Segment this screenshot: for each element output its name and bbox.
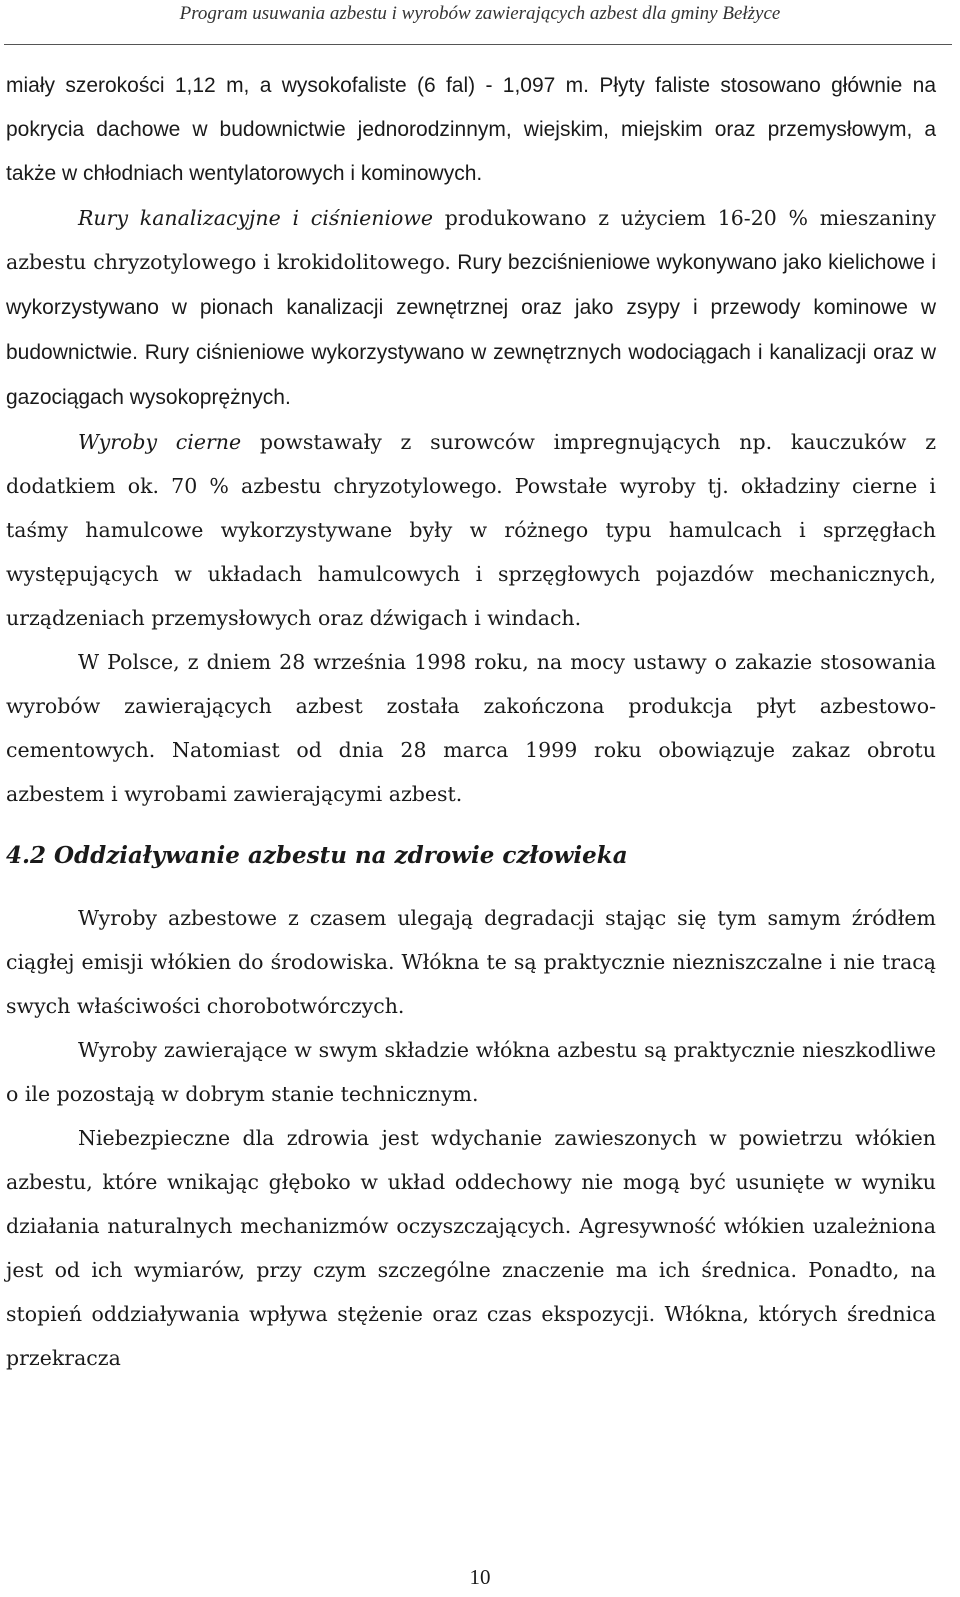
section-heading: 4.2 Oddziaływanie azbestu na zdrowie człowieka [6,842,628,869]
header-divider [4,44,952,45]
running-header: Program usuwania azbestu i wyrobów zawierających azbest dla gminy Bełżyce [179,3,781,24]
term-pipes: Rury kanalizacyjne i ciśnieniowe [78,206,434,230]
paragraph-inhalation-danger: Niebezpieczne dla zdrowia jest wdychanie zawieszonych w powietrzu włókien azbestu, które wnikając głęboko w układ oddechowy nie mogą być usunięte w wyniku działania naturalnych mechanizmów oczyszczających. Agresywność włókien uzależniona jest od ich wymiarów, przy czym szczególne znaczenie ma ich średnica. Ponadto, na stopień oddziaływania wpływa stężenie oraz czas ekspozycji. Włókna, których średnica przekracza [6,1126,936,1370]
pipes-text-a: produkowano z użyciem 16-20 % mieszaniny azbestu chryzotylowego i krokidolitowego. [6,206,936,274]
paragraph-friction-products [6,420,936,640]
paragraph-corrugated-sheets: miały szerokości 1,12 m, a wysokofaliste (6 fal) - 1,097 m. Płyty faliste stosowano głównie na pokrycia dachowe w budownictwie jednorodzinnym, wiejskim, miejskim oraz przemysłowym, a także w chłodniach wentylatorowych i kominowych. [6,74,936,185]
pipes-text-b: Rury bezciśnieniowe wykonywano jako kielichowe i wykorzystywano w pionach kanalizacji zewnętrznej oraz jako zsypy i przewody kominowe w budownictwie. [6,251,936,364]
paragraph-degradation: Wyroby azbestowe z czasem ulegają degradacji stając się tym samym źródłem ciągłej emisji włókien do środowiska. Włókna te są praktycznie niezniszczalne i nie tracą swych właściwości chorobotwórczych. [6,906,936,1018]
paragraph-pipes [6,196,936,420]
page-number: 10 [469,1565,491,1589]
document-body [6,64,936,1380]
pipes-text-c: Rury ciśnieniowe wykorzystywano w zewnętrznych wodociągach i kanalizacji oraz w gazociągach wysokoprężnych. [6,341,936,409]
term-friction-products: Wyroby cierne [78,430,242,454]
friction-text: powstawały z surowców impregnujących np. kauczuków z dodatkiem ok. 70 % azbestu chryzotylowego. Powstałe wyroby tj. okładziny cierne i taśmy hamulcowe wykorzystywane były w różnego typu hamulcach i sprzęgłach występujących w układach hamulcowych i sprzęgłowych pojazdów mechanicznych, urządzeniach przemysłowych oraz dźwigach i windach. [6,430,936,630]
paragraph-ban-poland: W Polsce, z dniem 28 września 1998 roku, na mocy ustawy o zakazie stosowania wyrobów zawierających azbest została zakończona produkcja płyt azbestowo-cementowych. Natomiast od dnia 28 marca 1999 roku obowiązuje zakaz obrotu azbestem i wyrobami zawierającymi azbest. [6,650,936,806]
paragraph-harmless-condition: Wyroby zawierające w swym składzie włókna azbestu są praktycznie nieszkodliwe o ile pozostają w dobrym stanie technicznym. [6,1038,936,1106]
